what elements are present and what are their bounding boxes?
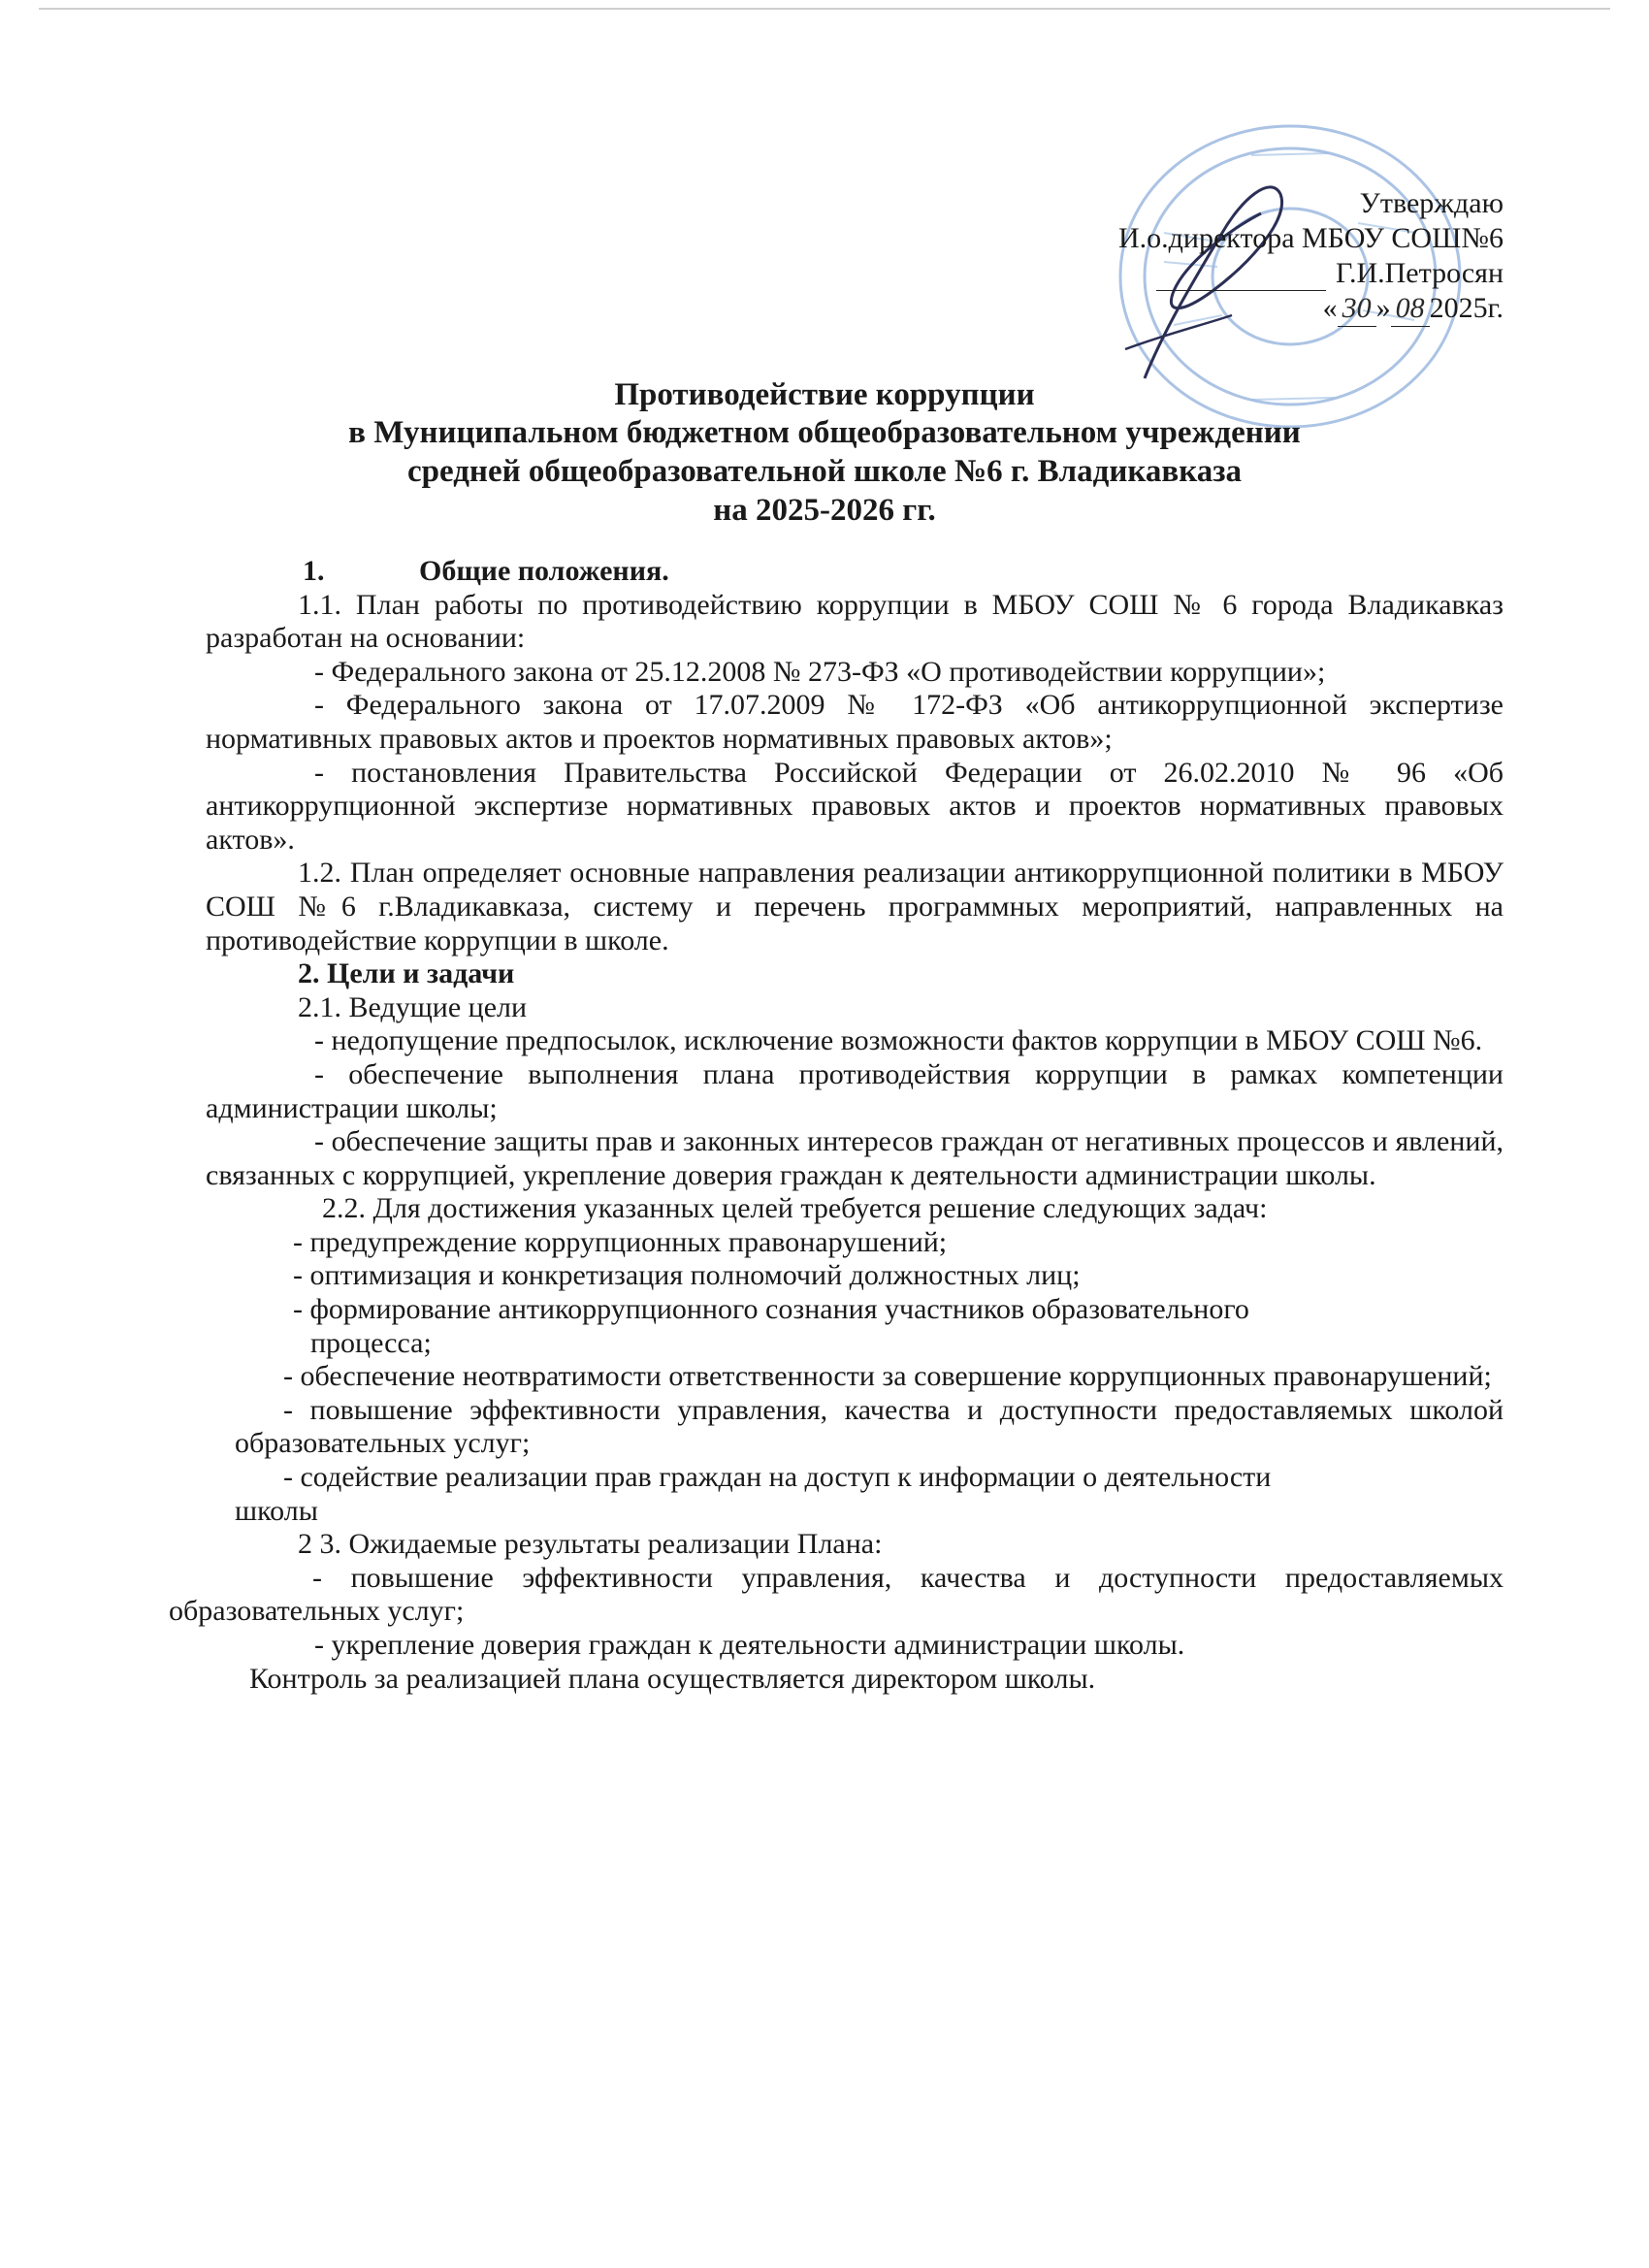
approval-date [1118,291,1504,327]
paragraph-2-1-c: - обеспечение защиты прав и законных интересов граждан от негативных процессов и явлений, связанных с коррупцией, укрепление доверия граждан к деятельности администрации школы. [206,1125,1504,1191]
approval-signature-row [1118,256,1504,291]
date-quote-close: » [1375,292,1391,324]
task-item-2: - оптимизация и конкретизация полномочий должностных лиц; [293,1259,1081,1292]
task-item-4: - обеспечение неотвратимости ответственности за совершение коррупционных правонарушений; [283,1360,1492,1393]
task-item-6b: школы [235,1494,318,1527]
title-line-4: на 2025-2026 гг. [713,493,936,528]
control-statement: Контроль за реализацией плана осуществляется директором школы. [249,1662,1096,1695]
paragraph-1-1: 1.1. План работы по противодействию коррупции в МБОУ СОШ № 6 города Владикавказ разработан на основании: [206,588,1504,655]
task-item-3b: процесса; [310,1326,432,1359]
title-line-3: средней общеобразовательной школе №6 г. Владикавказа [407,454,1242,489]
signature-line [1156,265,1326,291]
result-item-2: - укрепление доверия граждан к деятельности администрации школы. [314,1629,1185,1661]
date-day: 30 [1338,291,1376,327]
task-item-5: - повышение эффективности управления, качества и доступности предоставляемых школой образовательных услуг; [235,1393,1504,1460]
approval-block [1118,186,1504,327]
section-2-heading: 2. Цели и задачи [298,957,515,990]
paragraph-1-1-a: - Федерального закона от 25.12.2008 № 273-ФЗ «О противодействии коррупции»; [314,655,1326,688]
paragraph-1-1-b: - Федерального закона от 17.07.2009 № 172-ФЗ «Об антикоррупционной экспертизе нормативных правовых актов и проектов нормативных правовых актов»; [206,689,1504,755]
director-name: Г.И.Петросян [1336,257,1504,289]
section-1-heading [206,555,1504,589]
task-item-1: - предупреждение коррупционных правонарушений; [293,1225,948,1258]
paragraph-2-2: 2.2. Для достижения указанных целей требуется решение следующих задач: [322,1192,1268,1225]
approval-word: Утверждаю [1359,187,1504,219]
section-1-title: Общие положения. [419,555,669,587]
paragraph-2-1-b: - обеспечение выполнения плана противодействия коррупции в рамках компетенции администрации школы; [206,1057,1504,1124]
result-item-1: - повышение эффективности управления, качества и доступности предоставляемых образовательных услуг; [169,1561,1504,1628]
approval-position: И.о.директора МБОУ СОШ№6 [1118,222,1504,254]
section-1-number: 1. [303,555,325,587]
paragraph-1-2: 1.2. План определяет основные направления реализации антикоррупционной политики в МБОУ СОШ №6 г.Владикавказа, систему и перечень программных мероприятий, направленных на противодействие коррупции в школе. [206,857,1504,956]
task-item-3a: - формирование антикоррупционного сознания участников образовательного [293,1293,1249,1326]
paragraph-2-3: 2 3. Ожидаемые результаты реализации Плана: [298,1528,883,1561]
title-line-1: Противодействие коррупции [614,377,1035,412]
title-line-2: в Муниципальном бюджетном общеобразовательном учреждении [348,415,1301,450]
document-body [169,555,1504,1696]
scan-edge-line [39,8,1610,10]
paragraph-2-1-a: - недопущение предпосылок, исключение возможности фактов коррупции в МБОУ СОШ №6. [314,1024,1483,1057]
paragraph-2-1: 2.1. Ведущие цели [298,990,528,1023]
paragraph-1-1-c: - постановления Правительства Российской Федерации от 26.02.2010 № 96 «Об антикоррупционной экспертизе нормативных правовых актов и проектов нормативных правовых актов». [206,756,1504,856]
date-month: 08 [1391,291,1430,327]
date-quote-open: « [1322,292,1338,324]
date-year: 2025г. [1429,292,1504,324]
task-item-6a: - содействие реализации прав граждан на доступ к информации о деятельности [283,1461,1272,1494]
